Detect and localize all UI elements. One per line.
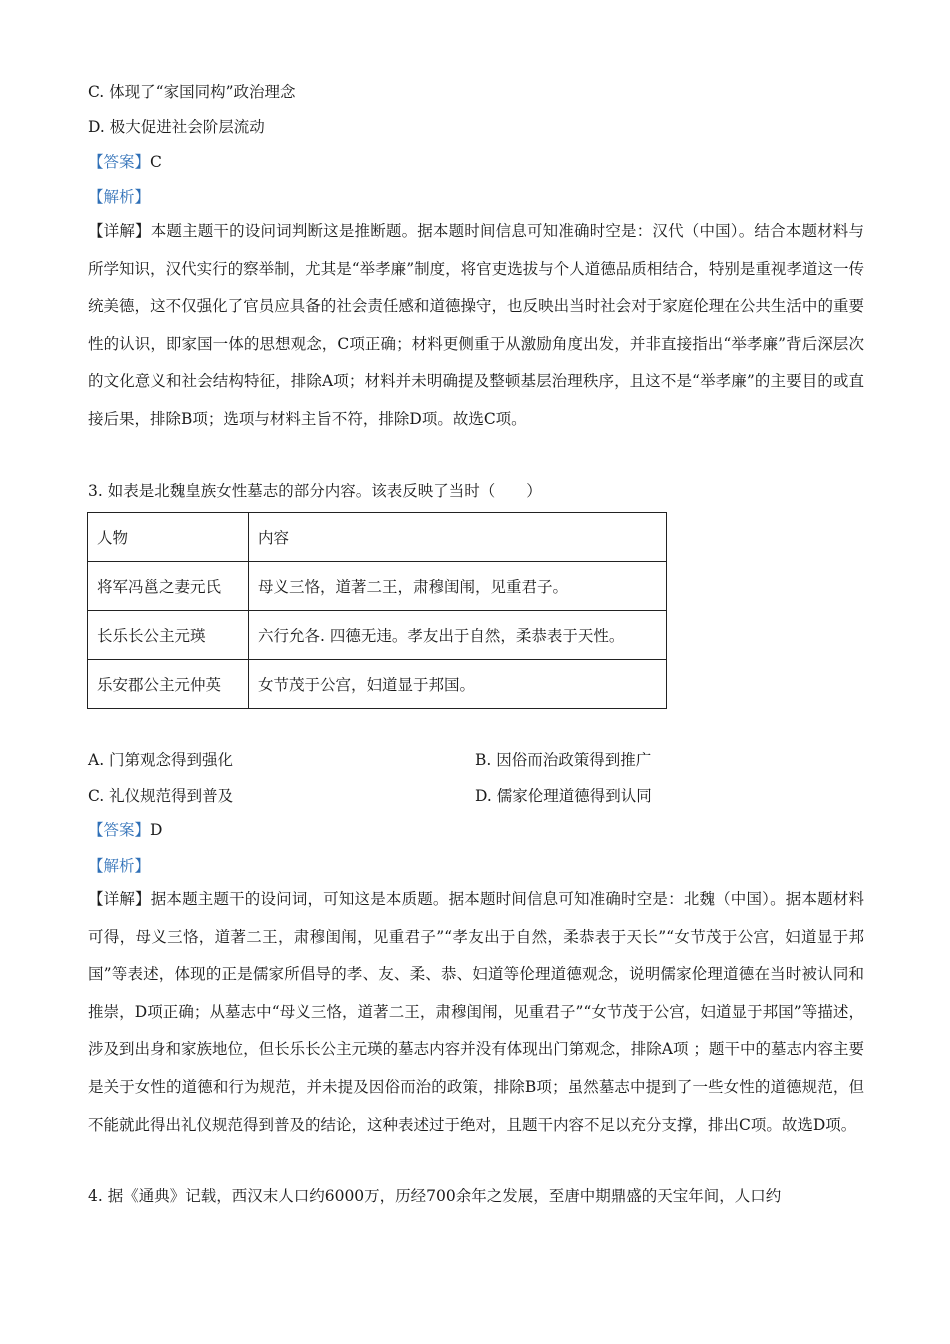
q3-table [87,512,667,709]
table-row [88,660,667,709]
q3-detail-label: 【详解】 [88,890,151,908]
q2-answer [88,152,162,172]
q3-option-b: B. 因俗而治政策得到推广 [475,751,652,769]
q3-option-a: A. 门第观念得到强化 [88,751,234,769]
q2-option-d: D. 极大促进社会阶层流动 [88,118,265,136]
table-cell-content: 母义三恪，道著二王，肃穆闺闱，见重君子。 [249,562,667,611]
q2-answer-value: C [150,153,162,171]
table-cell-person: 乐安郡公主元仲英 [88,660,249,709]
table-header-row [88,513,667,562]
table-header-person: 人物 [88,513,249,562]
q3-answer-value: D [150,821,163,839]
q3-detail-text: 据本题主题干的设问词，可知这是本质题。据本题时间信息可知准确时空是：北魏（中国）。据本题材料可得，母义三恪，道著二王，肃穆闺闱，见重君子”“孝友出于自然，柔恭表于天长”“女节茂于公宫，妇道显于邦国”等表述，体现的正是儒家所倡导的孝、友、柔、恭、妇道等伦理道德观念，说明儒家伦理道德在当时被认同和推崇，D项正确；从墓志中“母义三恪，道著二王，肃穆闺闱，见重君子”“女节茂于公宫，妇道显于邦国”等描述，涉及到出身和家族地位，但长乐长公主元瑛的墓志内容并没有体现出门第观念，排除A项 ；题干中的墓志内容主要是关于女性的道德和行为规范，并未提及因俗而治的政策，排除B项；虽然墓志中提到了一些女性的道德规范，但不能就此得出礼仪规范得到普及的结论，这种表述过于绝对，且题干内容不足以充分支撑，排出C项。故选D项。 [88,890,864,1134]
q2-detail-text: 本题主题干的设问词判断这是推断题。据本题时间信息可知准确时空是：汉代（中国）。结合本题材料与所学知识，汉代实行的察举制，尤其是“举孝廉”制度，将官吏选拔与个人道德品质相结合，特别是重视孝道这一传统美德，这不仅强化了官员应具备的社会责任感和道德操守，也反映出当时社会对于家庭伦理在公共生活中的重要性的认识，即家国一体的思想观念，C项正确；材料更侧重于从激励角度出发，并非直接指出“举孝廉”背后深层次的文化意义和社会结构特征，排除A项；材料并未明确提及整顿基层治理秩序，且这不是“举孝廉”的主要目的或直接后果，排除B项；选项与材料主旨不符，排除D项。故选C项。 [88,222,864,428]
table-row [88,562,667,611]
q3-detail [88,881,864,1144]
q3-option-d: D. 儒家伦理道德得到认同 [475,787,652,805]
q3-stem: 3. 如表是北魏皇族女性墓志的部分内容。该表反映了当时（ ） [88,482,542,500]
q4-stem: 4. 据《通典》记载，西汉末人口约6000万，历经700余年之发展，至唐中期鼎盛的天宝年间，人口约 [88,1187,782,1205]
table-row [88,611,667,660]
q3-answer-label: 【答案】 [88,821,151,839]
q2-detail-label: 【详解】 [88,222,151,240]
q3-answer [88,820,162,840]
q3-option-c: C. 礼仪规范得到普及 [88,787,234,805]
table-cell-person: 将军冯邕之妻元氏 [88,562,249,611]
table-cell-person: 长乐长公主元瑛 [88,611,249,660]
table-header-content: 内容 [249,513,667,562]
q2-analysis-label: 【解析】 [88,188,151,206]
table-cell-content: 女节茂于公宫，妇道显于邦国。 [249,660,667,709]
q3-analysis-label: 【解析】 [88,857,151,875]
q2-answer-label: 【答案】 [88,153,151,171]
q2-option-c: C. 体现了“家国同构”政治理念 [88,83,296,101]
q2-detail [88,213,864,439]
table-cell-content: 六行允各. 四德无违。孝友出于自然，柔恭表于天性。 [249,611,667,660]
